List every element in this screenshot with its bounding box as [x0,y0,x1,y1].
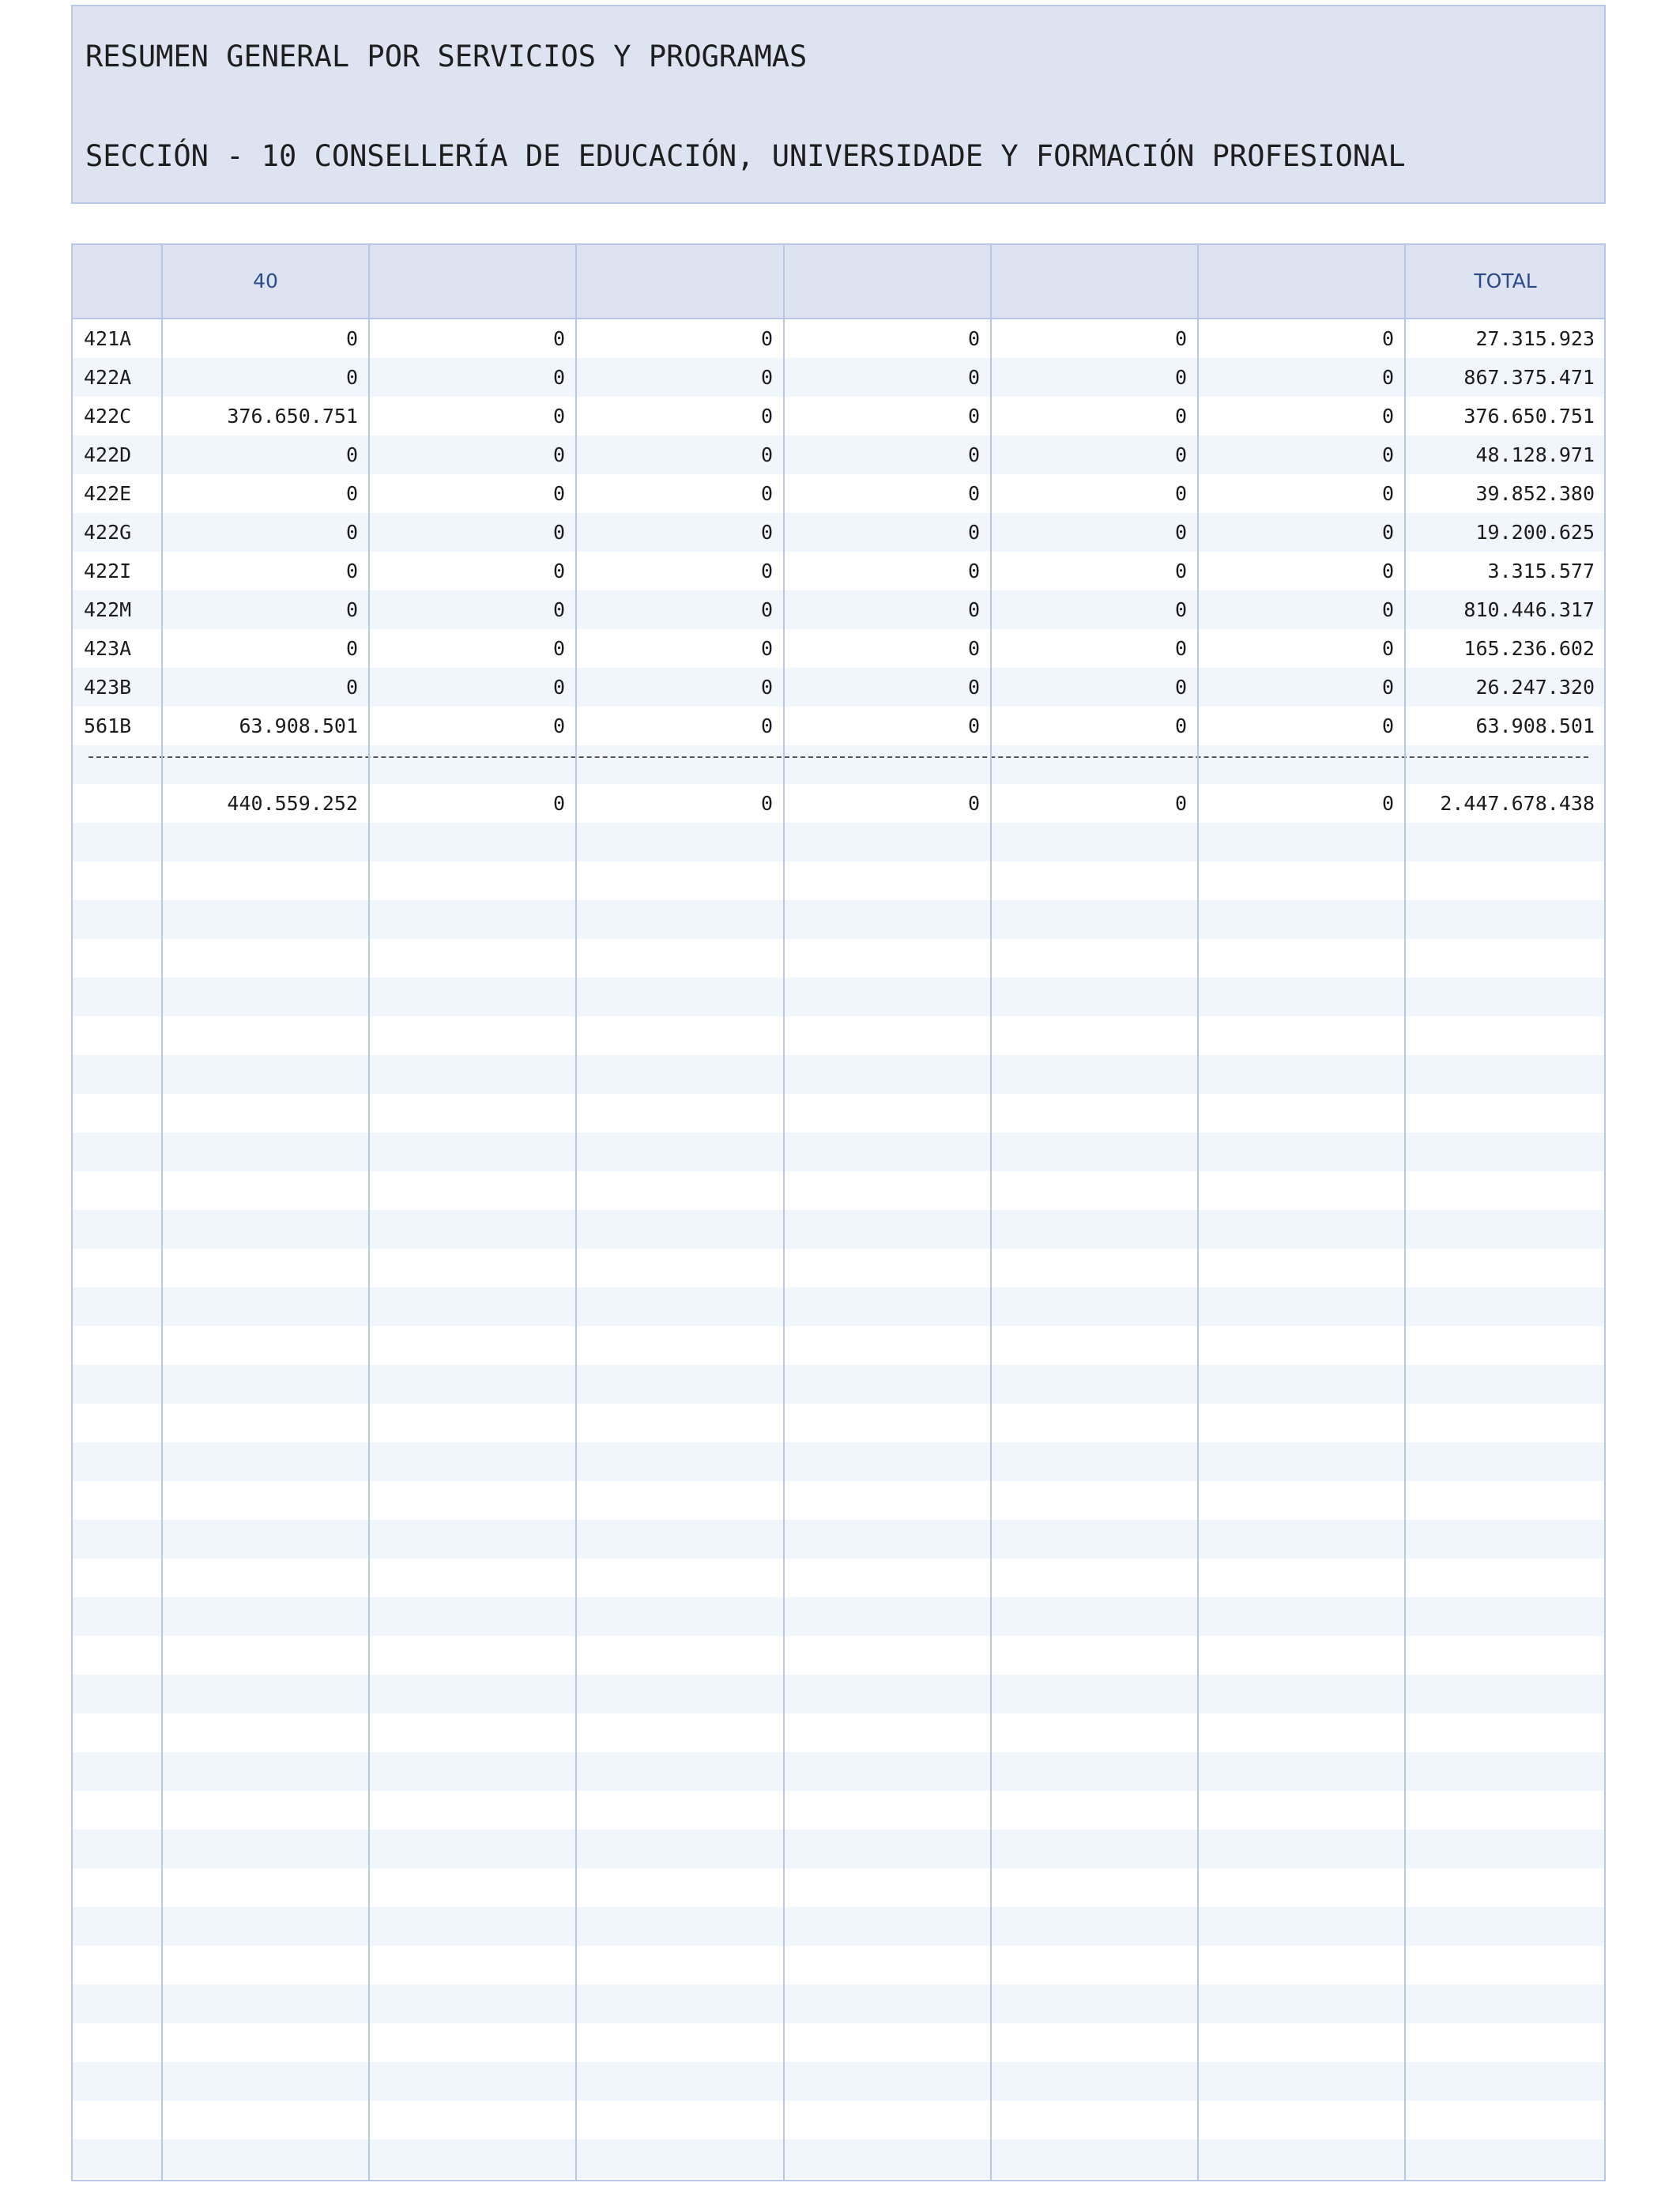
cell-value: 0 [345,443,358,466]
table-row [73,474,1604,513]
cell-value: 0 [1174,366,1187,389]
cell-value: 0 [552,560,565,582]
row-total-value: 19.200.625 [1475,521,1595,544]
cell-value: 0 [552,443,565,466]
cell-value: 0 [1381,598,1394,621]
cell-value: 0 [1381,637,1394,660]
cell-value: 0 [967,637,980,660]
empty-row [73,1713,1604,1752]
cell-value: 0 [967,714,980,737]
empty-row [73,978,1604,1016]
cell-value: 0 [1381,714,1394,737]
totals-separator [73,745,1604,784]
cell-value: 0 [967,598,980,621]
cell-value: 0 [967,327,980,350]
empty-row [73,1016,1604,1055]
column-header-3 [576,245,784,318]
cell-value: 0 [1381,792,1394,815]
column-header-1: 40 [253,270,278,292]
cell-value: 0 [760,443,773,466]
cell-value: 440.559.252 [227,792,358,815]
empty-row [73,900,1604,939]
row-total-value: 2.447.678.438 [1440,792,1595,815]
table-row [73,319,1604,358]
cell-value: 0 [1174,327,1187,350]
empty-row [73,1559,1604,1597]
cell-value: 0 [1174,405,1187,428]
empty-row [73,1210,1604,1249]
column-divider [161,245,163,2180]
report-section: SECCIÓN - 10 CONSELLERÍA DE EDUCACIÓN, UNIVERSIDADE Y FORMACIÓN PROFESIONAL [85,139,1406,173]
cell-value: 0 [345,637,358,660]
cell-value: 0 [1174,676,1187,699]
cell-value: 0 [1174,637,1187,660]
empty-row [73,1791,1604,1830]
empty-row [73,1597,1604,1636]
column-header-5 [991,245,1198,318]
cell-value: 0 [760,405,773,428]
empty-row [73,1326,1604,1365]
cell-value: 0 [760,366,773,389]
cell-value: 0 [760,637,773,660]
program-code: 561B [84,714,132,737]
table-row [73,435,1604,474]
row-total-value: 867.375.471 [1463,366,1595,389]
cell-value: 0 [1381,560,1394,582]
table-row [73,590,1604,629]
empty-row [73,1171,1604,1210]
empty-row [73,1868,1604,1907]
row-total-value: 376.650.751 [1463,405,1595,428]
report-title: RESUMEN GENERAL POR SERVICIOS Y PROGRAMAS [85,40,808,74]
cell-value: 0 [345,676,358,699]
cell-value: 0 [1174,560,1187,582]
empty-row [73,2023,1604,2062]
cell-value: 0 [345,521,358,544]
cell-value: 0 [760,714,773,737]
table-row [73,552,1604,590]
program-code: 422E [84,482,132,505]
empty-row [73,1520,1604,1559]
cell-value: 0 [345,598,358,621]
cell-value: 0 [345,327,358,350]
cell-value: 0 [1381,676,1394,699]
cell-value: 0 [552,676,565,699]
cell-value: 0 [967,676,980,699]
cell-value: 0 [967,792,980,815]
empty-row [73,1985,1604,2023]
cell-value: 0 [760,560,773,582]
empty-row [73,823,1604,861]
row-total-value: 39.852.380 [1475,482,1595,505]
column-header-7: TOTAL [1474,270,1537,292]
cell-value: 0 [552,366,565,389]
empty-row [73,1094,1604,1133]
cell-value: 0 [760,482,773,505]
empty-row [73,1287,1604,1326]
row-total-value: 48.128.971 [1475,443,1595,466]
cell-value: 0 [1381,405,1394,428]
table-row [73,629,1604,668]
cell-value: 0 [552,405,565,428]
column-divider [990,245,992,2180]
cell-value: 0 [552,598,565,621]
column-divider [1404,245,1406,2180]
cell-value: 0 [345,482,358,505]
empty-row [73,861,1604,900]
table-row [73,707,1604,745]
column-divider [1197,245,1199,2180]
cell-value: 0 [1381,443,1394,466]
program-code: 423A [84,637,132,660]
empty-row [73,1442,1604,1481]
cell-value: 0 [552,714,565,737]
cell-value: 0 [760,521,773,544]
dashed-line [89,756,1588,758]
column-header-2 [369,245,576,318]
cell-value: 0 [552,327,565,350]
cell-value: 0 [967,482,980,505]
totals-row [73,784,1604,823]
cell-value: 0 [760,676,773,699]
cell-value: 0 [345,560,358,582]
empty-row [73,1365,1604,1404]
column-divider [783,245,785,2180]
row-total-value: 27.315.923 [1475,327,1595,350]
cell-value: 0 [760,792,773,815]
summary-table [71,243,1606,2181]
program-code: 422D [84,443,132,466]
program-code: 422C [84,405,132,428]
empty-row [73,2101,1604,2139]
column-header-0 [73,245,162,318]
row-total-value: 165.236.602 [1463,637,1595,660]
program-code: 422G [84,521,132,544]
empty-row [73,1907,1604,1946]
cell-value: 0 [1174,521,1187,544]
cell-value: 63.908.501 [239,714,358,737]
cell-value: 0 [1174,792,1187,815]
cell-value: 0 [1174,443,1187,466]
column-header-6 [1198,245,1405,318]
cell-value: 0 [967,366,980,389]
program-code: 421A [84,327,132,350]
cell-value: 0 [967,521,980,544]
empty-row [73,1946,1604,1985]
empty-row [73,2062,1604,2101]
program-code: 422A [84,366,132,389]
row-total-value: 3.315.577 [1487,560,1595,582]
cell-value: 0 [1174,714,1187,737]
table-row [73,397,1604,435]
cell-value: 0 [552,521,565,544]
empty-row [73,1249,1604,1287]
cell-value: 0 [967,443,980,466]
cell-value: 0 [552,637,565,660]
column-divider [368,245,370,2180]
cell-value: 0 [967,405,980,428]
program-code: 422M [84,598,132,621]
empty-row [73,1636,1604,1675]
column-header-row [73,245,1604,319]
table-row [73,668,1604,707]
row-total-value: 63.908.501 [1475,714,1595,737]
row-total-value: 810.446.317 [1463,598,1595,621]
cell-value: 0 [1381,327,1394,350]
cell-value: 0 [967,560,980,582]
cell-value: 0 [1174,598,1187,621]
program-code: 422I [84,560,132,582]
empty-row [73,1481,1604,1520]
table-row [73,513,1604,552]
column-header-4 [784,245,991,318]
empty-row [73,1830,1604,1868]
cell-value: 0 [760,598,773,621]
empty-row [73,2139,1604,2178]
cell-value: 0 [1381,521,1394,544]
cell-value: 0 [345,366,358,389]
cell-value: 0 [1381,366,1394,389]
empty-row [73,1675,1604,1713]
empty-row [73,1752,1604,1791]
row-total-value: 26.247.320 [1475,676,1595,699]
cell-value: 0 [552,792,565,815]
cell-value: 0 [760,327,773,350]
empty-row [73,1404,1604,1442]
column-divider [575,245,577,2180]
table-row [73,358,1604,397]
cell-value: 0 [1381,482,1394,505]
program-code: 423B [84,676,132,699]
table-body [73,319,1604,2178]
cell-value: 0 [552,482,565,505]
cell-value: 0 [1174,482,1187,505]
empty-row [73,939,1604,978]
cell-value: 376.650.751 [227,405,358,428]
empty-row [73,1133,1604,1171]
report-header [71,5,1606,204]
empty-row [73,1055,1604,1094]
